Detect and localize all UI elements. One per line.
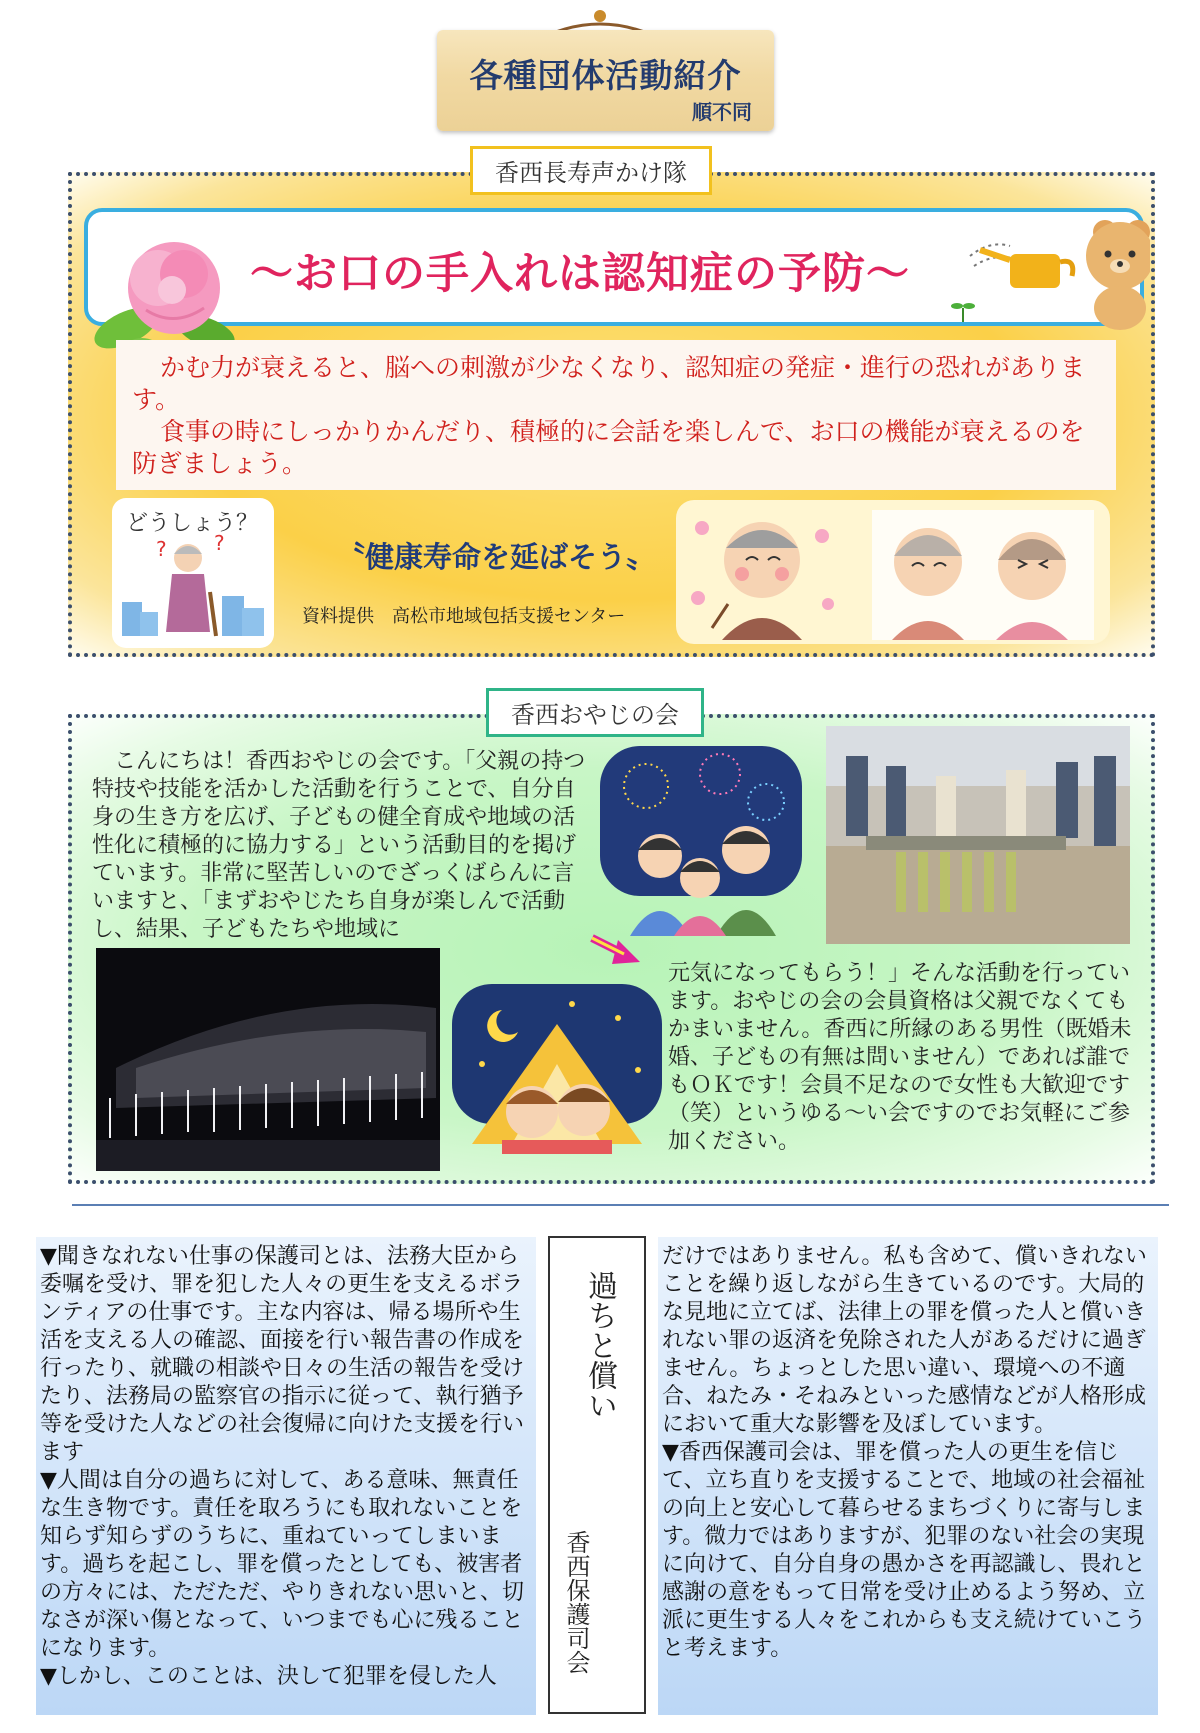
worried-grandmother-icon: [118, 532, 268, 642]
column-paragraph: ▼香西保護司会は、罪を償った人の更生を信じて、立ち直りを支援することで、地域の社会福祉の向上と安心して暮らせるまちづくりに寄与します。微力ではありますが、犯罪のない社会の実現に向けて、自分自身の愚かさを再認識し、畏れと感謝の意をもって日常を受け止めるよう努め、立派に更生する人々をこれからも支え続けていこうと考えます。: [662, 1440, 1147, 1661]
header-sign: [437, 30, 774, 131]
question-label: どうしょう？: [126, 511, 259, 536]
section-divider: [72, 1204, 1169, 1206]
column-title: 過ちと償い: [582, 1270, 617, 1420]
left-column-text: [40, 1243, 534, 1691]
right-column-text: [662, 1243, 1156, 1663]
column-paragraph: ▼聞きなれない仕事の保護司とは、法務大臣から委嘱を受け、罪を犯した人々の更生を支えるボランティアの仕事です。主な内容は、帰る場所や生活を支える人の確認、面接を行い報告書の作成を行ったり、就職の相談や日々の生活の報告を受けたり、法務局の監察官の指示に従って、執行猶予等を受けた人などの社会復帰に向けた支援を行います: [40, 1244, 525, 1465]
fireworks-family-icon: [600, 746, 802, 936]
credit-line: 資料提供 高松市地域包括支援センター: [302, 606, 626, 627]
warning-text: [132, 352, 1107, 480]
group-activity-photo: [826, 726, 1130, 944]
svg-text:?: ?: [214, 532, 225, 555]
eating-elder-icon: [682, 508, 842, 640]
column-paragraph: だけではありません。私も含めて、償いきれないことを繰り返しながら生きているのです。大局的な見地に立てば、法律上の罪を償った人と償いきれない罪の返済を免除された人があるだけに過ぎません。ちょっとした思い違い、環境への不適合、ねたみ・そねみといった感情などが人格形成において重大な影響を及ぼしています。: [662, 1244, 1147, 1437]
tent-children-icon: [452, 984, 662, 1154]
page-subtitle: 順不同: [692, 100, 752, 124]
column-paragraph: ▼しかし、このことは、決して犯罪を侵した人: [40, 1664, 497, 1689]
svg-text:?: ?: [156, 537, 167, 561]
section-oyaji-label: 香西おやじの会: [486, 688, 704, 737]
warning-paragraph: かむ力が衰えると、脳への刺激が少なくなり、認知症の発症・進行の恐れがあります。: [132, 353, 1086, 414]
page-title: 各種団体活動紹介: [469, 56, 742, 95]
warning-paragraph: 食事の時にしっかりかんだり、積極的に会話を楽しんで、お口の機能が衰えるのを防ぎましょう。: [132, 417, 1085, 478]
sprout-icon: [950, 296, 976, 322]
laughing-elders-icon: [872, 510, 1094, 640]
banner-title: ～お口の手入れは認知症の予防～: [250, 249, 910, 299]
rose-icon: [86, 228, 256, 358]
column-author: 香西保護司会: [562, 1530, 590, 1674]
oyaji-text-part1: こんにちは！香西おやじの会です。「父親の持つ特技や技能を活かした活動を行うことで、自分自身の生き方を広げ、子どもの健全育成や地域の活性化に積極的に協力する」という活動目的を掲げています。非常に堅苦しいのでざっくばらんに言いますと、「まずおやじたち自身が楽しんで活動し、結果、子どもたちや地域に: [92, 749, 586, 942]
column-paragraph: ▼人間は自分の過ちに対して、ある意味、無責任な生き物です。責任を取ろうにも取れないことを知らず知らずのうちに、重ねていってしまいます。過ちを起こし、罪を償ったとしても、被害者の方々には、ただただ、やりきれない思いと、切なさが深い傷となって、いつまでも心に残ることになります。: [40, 1468, 525, 1661]
arrow-icon: [588, 930, 644, 970]
section-choju-label: 香西長寿声かけ隊: [470, 146, 712, 195]
bear-watering-can-icon: [960, 210, 1150, 330]
fireworks-photo: [96, 948, 440, 1171]
oyaji-text-part2: 元気になってもらう！」そんな活動を行っています。おやじの会の会員資格は父親でなくてもかまいません。香西に所縁のある男性（既婚未婚、子どもの有無は問いません）であれば誰でもＯＫです！会員不足なので女性も大歓迎です（笑）というゆる～い会ですのでお気軽にご参加ください。: [668, 961, 1132, 1154]
slogan: 〝健康寿命を延ばそう〟: [336, 540, 656, 574]
